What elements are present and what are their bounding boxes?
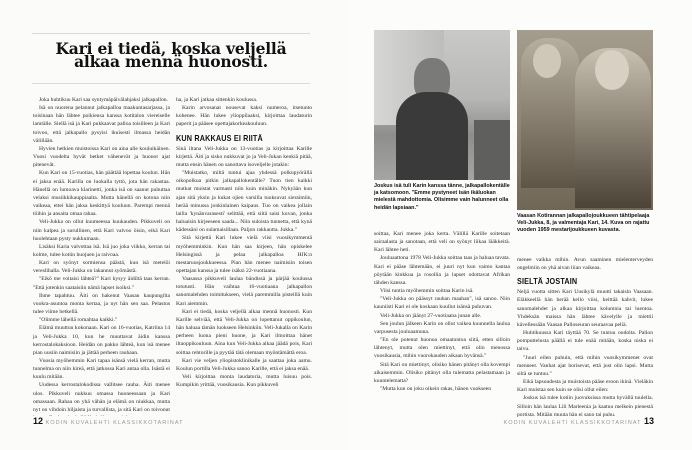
right-column-1 <box>374 230 510 418</box>
paragraph: Isä on nuorena pelannut jalkapalloa maakuntasarjassa, ja toisinaan hän lähtee poikiensa kanssa kotitalon viereiselle lamtälle. Siellä isä ja Kari pukkaavat palloa toisilleen ja Kari toivoo, että jalkapallo pysyisi ikuisesti ilmassa heidän välillään. <box>33 105 170 144</box>
paragraph: Kari ei tiedä, koska veljellä alkaa mennä huonosti. Kun Karille selviää, että Veli-Jukka on lopettanut oppikoulun, hän haluaa tämän luokseen Helsinkiin. Veli-Jukalla on Karin perheen luona pieni huone, ja Kari ilmoittaa hänet iltaoppikouluun. Aina kun Veli-Jukka alkaa jäädä pois, Kari soittaa rehtorille ja pyytää tätä olemaan myöntämättä eroa. <box>176 308 312 356</box>
paragraph: Neljä vuotta sitten Kari Uusikylä muutti takaisin Vaasaan. Eläkkeellä hän herää kello viisi, keittää kahvit, lukee sanomalehdet ja alkaa kirjoittaa kolumnia tai luentoa. Yhdeksän maissa hän lähtee kävelylle ja miettii kävellessään Vaasan Palloseuran seuraavaa peliä. <box>517 289 653 328</box>
paragraph: Joka huhtikuu Kari saa syntymäpäivälahjaksi jalkapallon. <box>39 97 168 103</box>
paragraph: Sinä iltana Veli-Jukka on 13-vuotias ja kirjoittaa Karille kirjettä. Äiti ja sisko nukkuvat jo ja Veli-Jukan kenkiä pitää, mutta ensin hänen on sanottava isoveljelle jotakin: <box>176 145 312 168</box>
paragraph: Joskus isä tulee kotiin juovuksissa mutta hyvällä tuulella. Silloin hän laulaa Lili Marleenia ja kaatuu melkein pienestä portista. Mitään muuta hän ei sano tai puhu. <box>517 395 653 418</box>
publication-name: KODIN KUVALEHTI KLASSIKKOTARINAT <box>45 420 184 426</box>
headline: Kari ei tiedä, koska veljellä alkaa mennä huonosti. <box>55 39 287 71</box>
page-number: 13 <box>643 416 654 426</box>
paragraph: Huhtikuussa Kari täyttää 70. Se tuntuu oudolta. Pallon pomputtelusta päällä ei tule enää mitään, koska niska ei taivu. <box>517 330 653 353</box>
paragraph: soittaa, Kari menee joka kerta. Välillä Karille soitetaan sairaalasta ja sanotaan, että veli on syönyt liikaa lääkkeitä. Kari lähtee heti. <box>374 231 510 254</box>
paragraph: Kari on syönyt sormiensa päästä, kun isä metelöi vereslihalla. Veli-Jukka on lakannut syömästä. <box>33 260 170 275</box>
photo1-caption: Joskus isä tuli Karin kanssa tänne, jalkapallokentälle ja katsomoon. "Emme pystyneet isän ikäluokan mielestä mahdottomia. Olisimme vain halunneet olla heidän lapsiaan." <box>374 183 510 211</box>
paragraph: Vaasassa pikkuveli laulaa bändissä ja pärjää koulussa totutusti. Hän vaihtaa 16-vuotiaana jalkapallon sanomalehden toimitukseen, vielä paremmilla pisteillä kuin Kari aiemmin. <box>176 276 312 307</box>
paragraph: Sitä Kari on miettinyt, olisiko hänen pitänyt olla kovempi aikaisemmin. Olisiko pitänyt olla tulematta pelastamaan ja kuuntelematta? <box>374 361 510 384</box>
paragraph: "Juuri eilen puhuin, että mihin vuosikymmenet ovat menneet. Vanhat ajat horisevat, että just olin lapsi. Mutta siltä se tuntuu." <box>517 354 653 377</box>
headline-top-rule <box>32 33 310 34</box>
paragraph: Eikä lapsuudesta ja muistoista pääse eroon ikinä. Vieläkin Kari muistaa sen kuin se olisi ollut eilen: <box>517 379 653 394</box>
paragraph: Veli kirjoittaa monta laudaturia, mutta luisuu pois. Kumpikin yrittää, vuosikausia. Kun pikkuveli <box>176 374 312 389</box>
photo2-caption: Vaasan Kotirannan jalkapallojoukkueen tähtipelaaja Veli-Jukka, 8, ja valmentaja Kari, 14. Kuva on rajattu vuoden 1959 mestarijoukkueen kuvasta. <box>517 213 650 234</box>
paragraph: Veli-Jukka on ollut kuumeessa kuukauden. Pikkuveli on niin kalpea ja surullinen, että Kari valvoo öisin, eikä Kari huolehtaan pysty nukkumaan. <box>33 219 170 242</box>
page-number: 12 <box>33 416 44 426</box>
paragraph: Kari vie veljen yliopistoklinikalle ja saattaa joka aamu. Koulun portilla Veli-Jukka sanoo Karille, että ei jaksa enää. <box>176 357 312 372</box>
right-page <box>346 0 692 450</box>
photo-kari-at-stadium <box>374 30 510 180</box>
paragraph: "Olimme lähellä romahtaa kaikki." <box>39 317 118 324</box>
paragraph: Ihme tapahtuu. Äiti on hakenut Vaasan kaupungilta vuokra-asuntoa monta kertaa, ja nyt hän sen saa. Pelastus tulee viime hetkellä. <box>33 292 170 316</box>
paragraph: ha, ja Kari jatkaa sittenkin koulussa. <box>176 97 258 103</box>
left-column-1 <box>33 96 170 416</box>
paragraph: Karin arvosanat nousevat kaksi numeroa, itsetunto kohenee. Hän lukee ylioppilaaksi, kirjoittaa laudaturin paperit ja pääsee opettajakorkeakouluun. <box>176 105 312 128</box>
right-column-2 <box>517 256 653 418</box>
page-footer-left <box>33 416 184 426</box>
paragraph: Viisi tuntia myöhemmin soittaa Karin isä. <box>380 288 474 295</box>
paragraph: Vuosia myöhemmin Kari tapaa isänsä vielä kerran, mutta tunnelma on niin kireä, että jatkossa Kari antaa olla. Isästä ei kuulu mitään. <box>33 358 170 381</box>
paragraph: Sitä kirjettä Kari lukee vielä viisi vuosikymmentä myöhemminkin. Kun hän saa kirjeen, hän opiskelee Helsingissä ja pelaa jalkapalloa HJK:n mestaruusjoukkueessa. Pian hän menee naimisiin toisen opettajan kanssa ja tulee isäksi 22-vuotiaana. <box>176 235 312 274</box>
paragraph: "Mutta kun on joku oikein rakas, hänen vuokseen <box>380 385 492 392</box>
paragraph: menee vaikka mihin. Avun saaminen mielenterveyden ongelmiin on yhä aivan liian vaikeaa. <box>517 257 653 272</box>
subheading-kun-rakkaus: KUN RAKKAUS EI RIITÄ <box>176 132 263 143</box>
paragraph: Elämä muuttuu kokonaan. Kari on 16-vuotias, Katriina 14 ja Veli-Jukka 10, kun he muuttavat äidin kanssa kerrostalokaksioon. Heidän on pakko lähteä, kun isä menee pian uusiin naimisiin ja jättää perheen rauhaan. <box>33 325 170 356</box>
paragraph: Lisäksi Karia valvottaa isä. Isä juo joka viikko, kerran tai kolme, tulee kotiin huojuen ja raivoaa. <box>33 243 170 258</box>
paragraph: Hyvien hetkien muistoissa Kari on aina alle kouluikäinen. Vuosi vuodelta hyvät hetket vähenevät ja huonot ajat pitenevät. <box>33 145 170 169</box>
left-column-2 <box>176 96 312 416</box>
paragraph: "En ole potenut huonoa omaatuntoa siitä, etten silloin lähtenyt, mutta olen miettinyt, että olin menossa vuosikausia, mihin vuorokauden aikaan hyvänsä." <box>374 337 510 360</box>
paragraph: "Muistatko, miltä tuntui ajaa yhdessä polkupyörällä oikopolkua pitkin jalkapallokentälle? Tuon tien kaikki mutkat muistat varmasti niin kuin minäkin. Nykyään kun ajan sitä yksin ja kukat ojien varsilla tuoksuvat sieraimiin, herää minussa jonkinlainen kaipaus. Tuo on vaikea jollain lailla 'kynänvarasesti' selittää, että siitä saisi kuvan, jonka haluaisin kirjeeseen saada... Niin suloista tunnetta, että kynä kädessäni on sulamaisillaan. Paljon rakkautta. Jukka." <box>176 170 312 234</box>
paragraph: Veli-Jukka on jäänyt 27-vuotiaana junan alle. <box>380 312 482 319</box>
subheading-sielta-jostain: SIELTÄ JOSTAIN <box>517 276 578 287</box>
headline-bottom-rule <box>32 83 310 84</box>
paragraph: Uudessa kerrostalokodissa vallitsee rauha. Äiti menee ulos. Pikkuveli nukkuu omassa huoneessaan ja Kari omassaan. Rahaa on yhä vähän ja elämä on niukkaa, mutta nyt on vihdoin hiljaista ja turvallista, ja sitä Kari on toivonut <box>33 382 170 413</box>
paragraph: Kun Kari on 15-vuotias, hän päättää lopettaa koulun. Hän ei jaksa enää. Karilla on luokalla tyttö, jota hän rakastaa. Hänellä on lumoava klarinetti, jonka isä on saanut puhuttaa velaksi musiikkikauppiaalta. Mutta hänellä on kotona niin vaikeaa, ettei hän jaksa keskittyä kouluun. Parempi mennä töihin ja ansaita omaa rahaa. <box>33 170 170 218</box>
paragraph: Jouluaattona 1978 Veli-Jukka soittaa taas ja haluaa tavata. Kari ei pääse lähtemään, ei juuri nyt kun vaimo kantaa pöytään kinkkua ja rosollia ja lapset odottavat Afrikan tähden kanssa. <box>374 255 510 286</box>
page-footer-right <box>504 416 654 426</box>
publication-name: KODIN KUVALEHTI KLASSIKKOTARINAT <box>503 420 642 426</box>
paragraph: "Veli-Jukka on päässyt rauhan maahan", isä sanoo. Niin kauniisti Kari ei ole koskaan kuullut isänsä puhuvan. <box>374 296 510 311</box>
photo-football-team <box>517 30 653 210</box>
paragraph: "Eikö me voitaisi lähteä?" Kari kysyy äidiltä taas kerran. "Että jotenkin saataisiin nämä lapset isoiksi." <box>33 276 170 291</box>
paragraph: Sen joulun jälkeen Karin on ollut vaikea kuunnella laulua varpusesta jouluaamuna. <box>374 320 510 335</box>
